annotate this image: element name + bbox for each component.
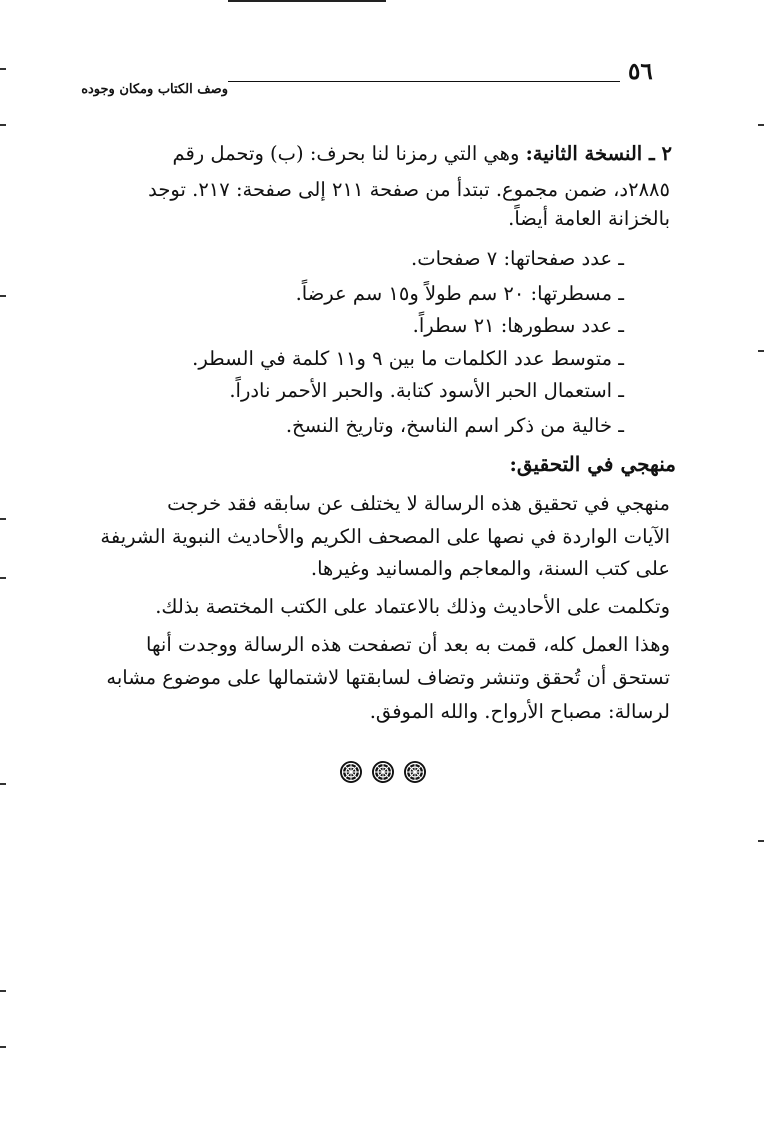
method-para3-line: لرسالة: مصباح الأرواح. والله الموفق. (369, 700, 670, 723)
copy2-line-2: ٢٨٨٥د، ضمن مجموع. تبتدأ من صفحة ٢١١ إلى صفحة: ٢١٧. توجد (148, 178, 670, 201)
scan-edge-mark (0, 1046, 6, 1048)
header-rule (228, 81, 620, 82)
copy2-line-3: بالخزانة العامة أيضاً. (508, 207, 670, 230)
top-rule (228, 0, 386, 2)
scan-edge-mark (0, 577, 6, 579)
scan-edge-mark (758, 840, 764, 842)
scan-edge-mark (0, 68, 6, 70)
flower-ornament-icon (339, 760, 363, 784)
scan-edge-mark (0, 518, 6, 520)
scan-edge-mark (758, 124, 764, 126)
flower-ornament-icon (371, 760, 395, 784)
bullet-item: ـ عدد صفحاتها: ٧ صفحات. (411, 247, 624, 270)
method-para1-line: على كتب السنة، والمعاجم والمسانيد وغيرها. (310, 557, 670, 580)
method-heading: منهجي في التحقيق: (509, 452, 676, 476)
method-para1-line: منهجي في تحقيق هذه الرسالة لا يختلف عن سابقه فقد خرجت (167, 492, 670, 515)
copy2-heading: ٢ ـ النسخة الثانية: (525, 142, 672, 165)
scan-edge-mark (0, 295, 6, 297)
method-para3-line: تستحق أن تُحقق وتنشر وتضاف لسابقتها لاشتمالها على موضوع مشابه (106, 666, 670, 689)
bullet-item: ـ استعمال الحبر الأسود كتابة. والحبر الأحمر نادراً. (229, 379, 624, 402)
scan-edge-mark (0, 124, 6, 126)
copy2-line-1 (172, 142, 672, 165)
method-para1-line: الآيات الواردة في نصها على المصحف الكريم والأحاديث النبوية الشريفة (100, 525, 670, 548)
bullet-item: ـ مسطرتها: ٢٠ سم طولاً و١٥ سم عرضاً. (295, 282, 624, 305)
flower-ornament-icon (403, 760, 427, 784)
copy2-line-1-text: وهي التي رمزنا لنا بحرف: (ب) وتحمل رقم (172, 142, 526, 165)
method-para2: وتكلمت على الأحاديث وذلك بالاعتماد على الكتب المختصة بذلك. (155, 595, 670, 618)
page-number: ٥٦ (628, 58, 653, 85)
running-title: وصف الكتاب ومكان وجوده (81, 82, 228, 97)
bullet-item: ـ عدد سطورها: ٢١ سطراً. (412, 314, 624, 337)
method-para3-line: وهذا العمل كله، قمت به بعد أن تصفحت هذه الرسالة ووجدت أنها (146, 633, 670, 656)
scan-edge-mark (0, 990, 6, 992)
scan-edge-mark (0, 783, 6, 785)
bullet-item: ـ متوسط عدد الكلمات ما بين ٩ و١١ كلمة في السطر. (192, 347, 624, 370)
bullet-item: ـ خالية من ذكر اسم الناسخ، وتاريخ النسخ. (285, 414, 624, 437)
end-ornaments (339, 760, 427, 786)
scan-edge-mark (758, 350, 764, 352)
